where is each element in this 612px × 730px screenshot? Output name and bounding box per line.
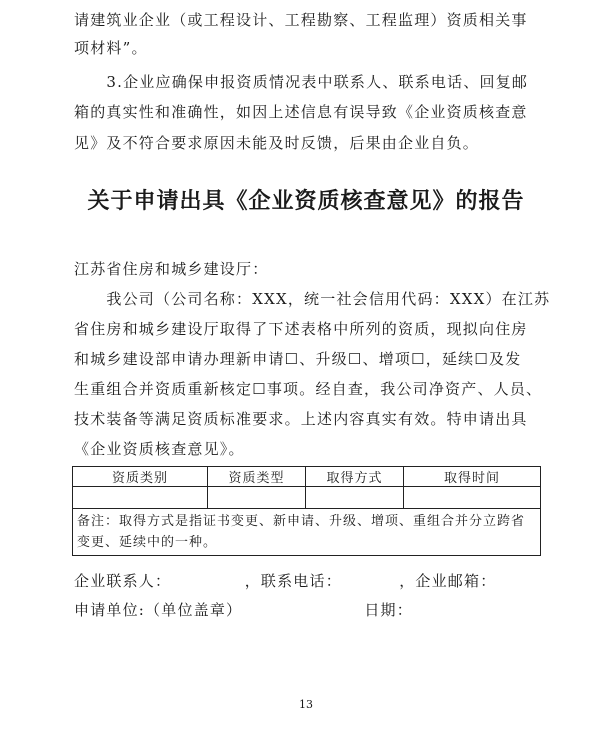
table-header-cell: 取得方式: [306, 467, 404, 487]
paragraph-line: 箱的真实性和准确性，如因上述信息有误导致《企业资质核查意: [74, 103, 528, 121]
body-line: 技术装备等满足资质标准要求。上述内容真实有效。特申请出具: [74, 410, 528, 428]
table-header-cell: 资质类别: [73, 467, 208, 487]
table-cell[interactable]: [404, 487, 541, 509]
applicant-line: 申请单位:（单位盖章） 日期：: [74, 601, 413, 619]
body-line: 省住房和城乡建设厅取得了下述表格中所列的资质，现拟向住房: [74, 320, 528, 338]
body-line: 生重组合并资质重新核定☐事项。经自查，我公司净资产、人员、: [74, 380, 543, 398]
table-row: [73, 487, 541, 509]
qualification-table: [72, 466, 541, 556]
body-line: 我公司（公司名称：XXX，统一社会信用代码：XXX）在江苏: [74, 290, 551, 308]
paragraph-line: 请建筑业企业（或工程设计、工程勘察、工程监理）资质相关事: [74, 11, 528, 29]
page-number: 13: [299, 698, 313, 711]
table-note: 备注：取得方式是指证书变更、新申请、升级、增项、重组合并分立跨省变更、延续中的一种。: [73, 509, 541, 556]
table-note-row: [73, 509, 541, 556]
body-line: 和城乡建设部申请办理新申请☐、升级☐、增项☐，延续☐及发: [74, 350, 522, 368]
table-header-cell: 资质类型: [208, 467, 306, 487]
paragraph-line: 3.企业应确保申报资质情况表中联系人、联系电话、回复邮: [74, 73, 529, 91]
table-header-cell: 取得时间: [404, 467, 541, 487]
table-header-row: [73, 467, 541, 487]
paragraph-line: 项材料”。: [74, 39, 148, 57]
table-cell[interactable]: [73, 487, 208, 509]
report-title: 关于申请出具《企业资质核查意见》的报告: [87, 188, 525, 214]
table-cell[interactable]: [306, 487, 404, 509]
table-cell[interactable]: [208, 487, 306, 509]
contact-line: 企业联系人： ，联系电话： ，企业邮箱：: [74, 572, 497, 590]
paragraph-line: 见》及不符合要求原因未能及时反馈，后果由企业自负。: [74, 134, 480, 152]
body-line: 《企业资质核查意见》。: [74, 440, 245, 458]
salutation: 江苏省住房和城乡建设厅：: [74, 260, 269, 278]
